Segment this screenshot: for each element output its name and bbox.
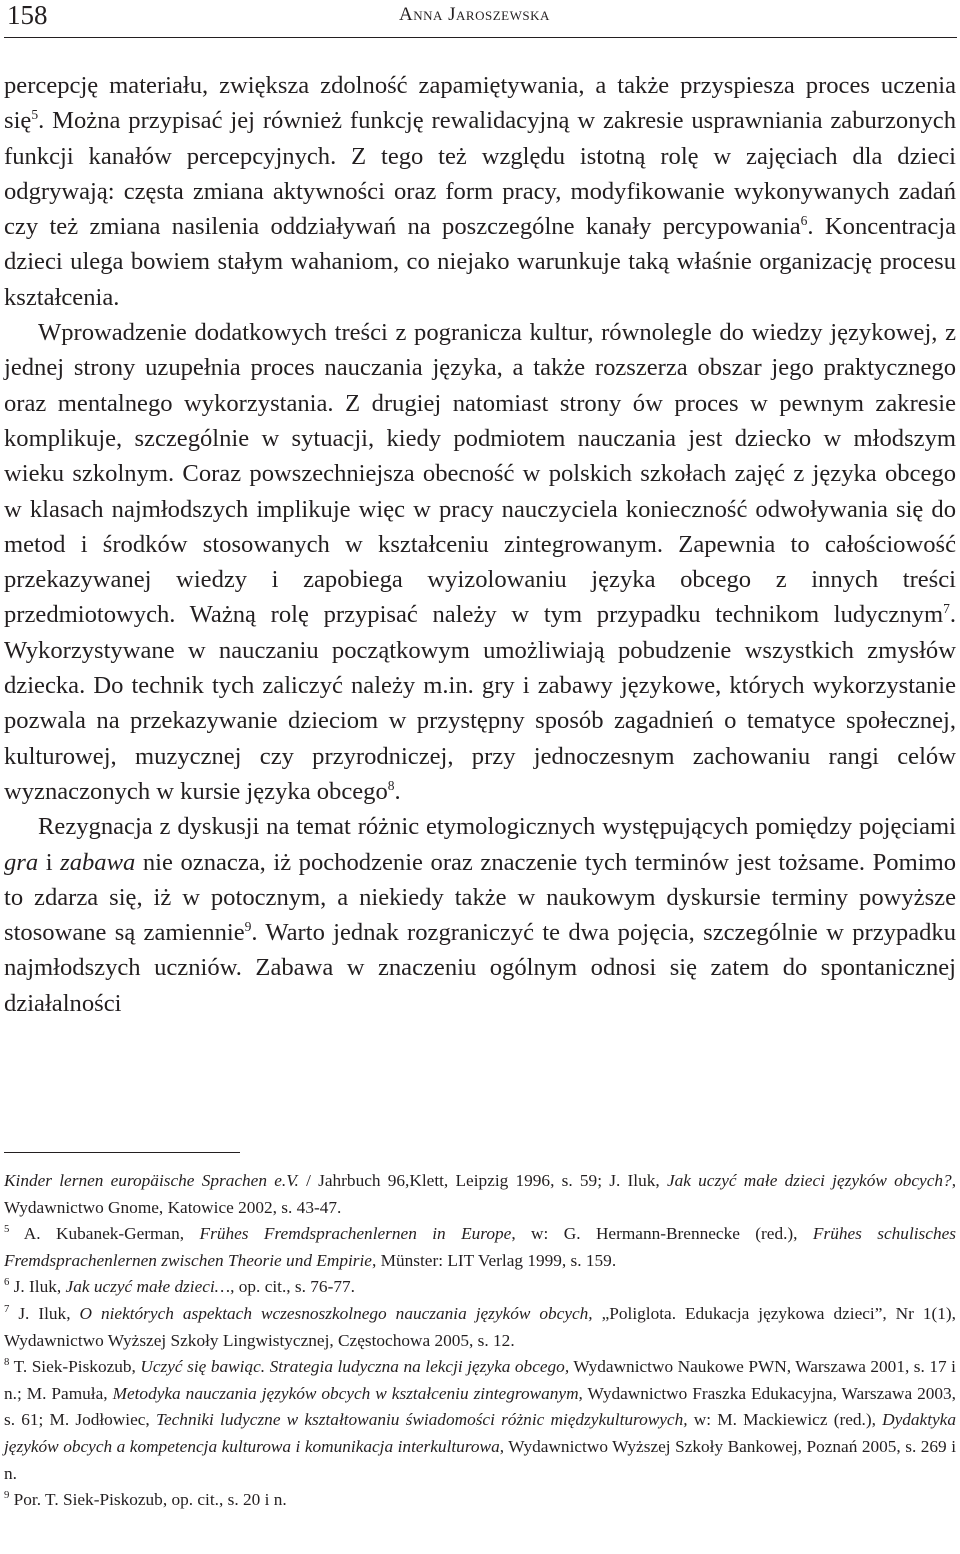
text-run: Wydawnictwo Fraszka Edukacyjna, Warszawa 2003, s. 61; M. Jodłowiec,: [4, 1383, 956, 1430]
italic-text: Dydaktyka języków obcych a kompetencja kulturowa i komunikacja interkulturowa: [4, 1410, 956, 1456]
text-run: nie oznacza, iż pochodzenie oraz znaczenie tych terminów jest tożsame. Pomimo to zdarza się, iż w potocznym, a niekiedy także w naukowym dyskursie terminy powyższe stosowane są zamiennie: [4, 848, 956, 947]
footnotes: [4, 1168, 956, 1514]
footnote: [4, 1168, 956, 1221]
text-run: / Jahrbuch 96,Klett, Leipzig 1996, s. 59; J. Iluk,: [298, 1171, 667, 1190]
italic-text: zabawa: [60, 848, 136, 876]
paragraph: [4, 68, 956, 315]
text-run: . Warto jednak rozgraniczyć te dwa pojęcia, szczególnie w przypadku najmłodszych uczniów. Zabawa w znaczeniu ogólnym odnosi się zatem do spontanicznej działalności: [4, 919, 957, 1017]
page-header: [0, 0, 960, 40]
footnote-ref: 5: [4, 1223, 10, 1236]
text-run: , Wydawnictwo Gnome, Katowice 2002, s. 43-47.: [4, 1171, 957, 1217]
italic-text: Techniki ludyczne w kształtowaniu świadomości różnic międzykulturowych,: [155, 1410, 688, 1430]
text-run: percepcję materiału, zwiększa zdolność zapamiętywania, a także przyspiesza proces uczenia się: [4, 72, 956, 135]
body-text: [4, 68, 956, 1021]
text-run: Por. T. Siek-Piskozub, op. cit., s. 20 i n.: [9, 1490, 287, 1510]
footnote-ref: 8: [387, 777, 395, 793]
footnote: [4, 1487, 956, 1514]
italic-text: Frühes schulisches Fremdsprachenlernen zwischen Theorie und Empirie: [4, 1224, 956, 1270]
text-run: A. Kubanek-German,: [9, 1224, 200, 1244]
footnote: [4, 1221, 956, 1274]
text-run: Wydawnictwo Naukowe PWN, Warszawa 2001, s. 17 i n.; M. Pamuła,: [4, 1357, 956, 1403]
text-run: J. Iluk,: [9, 1277, 66, 1297]
italic-text: Jak uczyć małe dzieci języków obcych?: [666, 1171, 952, 1190]
footnote-ref: 6: [4, 1276, 10, 1289]
footnote: [4, 1354, 956, 1487]
text-run: T. Siek-Piskozub,: [9, 1357, 141, 1377]
italic-text: O niektórych aspektach wczesnoszkolnego nauczania języków obcych,: [79, 1303, 593, 1323]
text-run: , Wydawnictwo Wyższej Szkoły Bankowej, Poznań 2005, s. 269 i n.: [4, 1436, 956, 1483]
italic-text: Kinder lernen europäische Sprachen e.V.: [4, 1171, 299, 1190]
footnote-ref: 7: [943, 601, 950, 617]
text-run: .: [394, 777, 401, 805]
text-run: Rezygnacja z dyskusji na temat różnic etymologicznych występujących pomiędzy pojęciami: [38, 813, 956, 841]
text-run: Wprowadzenie dodatkowych treści z pogranicza kultur, równolegle do wiedzy językowej, z jednej strony uzupełnia proces nauczania języka, a także rozszerza obszar jego praktycznego oraz mentalnego wykorzystania. Z drugiej natomiast strony ów proces w pewnym zakresie komplikuje, szczególnie w sytuacji, kiedy podmiotem nauczania jest dziecko w młodszym wieku szkolnym. Coraz powszechniejsza obecność w polskich szkołach zajęć z języka obcego w klasach najmłodszych implikuje więc w pracy nauczyciela konieczność odwoływania się do metod i środków stosowanych w kształceniu zintegrowanym. Zapewnia to całościowość przekazywanej wiedzy i zapobiega wyizolowaniu języka obcego z innych treści przedmiotowych. Ważną rolę przypisać należy w tym przypadku technikom ludycznym: [4, 319, 956, 629]
footnote-ref: 7: [4, 1303, 10, 1316]
footnote-ref: 6: [800, 213, 808, 228]
text-run: i: [38, 848, 61, 876]
text-run: w: M. Mackiewicz (red.),: [687, 1410, 883, 1430]
footnote: [4, 1274, 956, 1301]
text-run: . Wykorzystywane w nauczaniu początkowym umożliwiają pobudzenie wszystkich zmysłów dziecka. Do technik tych zaliczyć należy m.in. gry i zabawy językowe, których wykorzystanie pozwala na przekazywanie dzieciom w przystępny sposób zagadnień o tematyce społecznej, kulturowej, muzycznej czy przyrodniczej, przy jednoczesnym zachowaniu rangi celów wyznaczonych w kursie języka obcego: [4, 601, 956, 805]
footnote-ref: 9: [4, 1489, 10, 1502]
text-run: J. Iluk,: [9, 1303, 80, 1323]
text-run: „Poliglota. Edukacja językowa dzieci”, Nr 1(1), Wydawnictwo Wyższej Szkoły Lingwistycznej, Częstochowa 2005, s. 12.: [4, 1303, 956, 1350]
text-run: , Münster: LIT Verlag 1999, s. 159.: [371, 1250, 617, 1270]
paragraph: [4, 809, 956, 1021]
italic-text: Jak uczyć małe dzieci…: [65, 1277, 231, 1297]
text-run: . Można przypisać jej również funkcję rewalidacyjną w zakresie usprawniania zaburzonych funkcji kanałów percepcyjnych. Z tego też względu istotną rolę w zajęciach dla dzieci odgrywają: częsta zmiana aktywności oraz form pracy, modyfikowanie wykonywanych zadań czy też zmiana nasilenia oddziaływań na poszczególne kanały percypowania: [4, 107, 956, 241]
footnote: [4, 1301, 956, 1354]
italic-text: Frühes Fremdsprachenlernen in Europe: [199, 1224, 512, 1244]
footnote-ref: 8: [4, 1356, 10, 1369]
footnote-rule: [4, 1152, 240, 1153]
running-head: Anna Jaroszewska: [399, 4, 550, 25]
italic-text: gra: [4, 848, 39, 876]
footnote-ref: 9: [244, 918, 252, 934]
paragraph: [4, 315, 956, 809]
text-run: . Koncentracja dzieci ulega bowiem stałym wahaniom, co niejako warunkuje taką właśnie organizację procesu kształcenia.: [4, 213, 956, 311]
text-run: , w: G. Hermann-Brennecke (red.),: [511, 1224, 813, 1244]
header-rule: [4, 37, 957, 38]
page-number: 158: [7, 0, 48, 30]
italic-text: Uczyć się bawiąc. Strategia ludyczna na lekcji języka obcego,: [140, 1357, 570, 1377]
italic-text: Metodyka nauczania języków obcych w kształceniu zintegrowanym,: [112, 1383, 583, 1403]
text-run: , op. cit., s. 76-77.: [230, 1277, 355, 1297]
footnote-ref: 5: [31, 107, 39, 123]
